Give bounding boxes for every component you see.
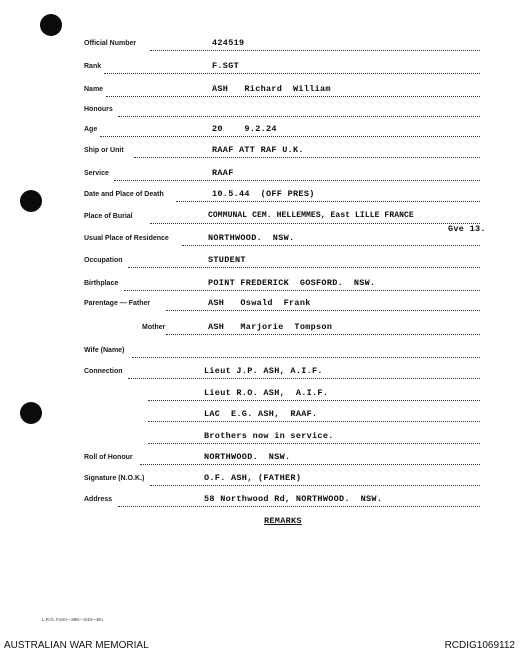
footer-record-id: RCDIG1069112 (444, 640, 515, 651)
signature-value: O.F. ASH, (FATHER) (204, 473, 302, 483)
roll-of-honour-row (0, 452, 521, 472)
ship-or-unit-row (0, 145, 521, 165)
occupation-value: STUDENT (208, 255, 246, 265)
ship-or-unit-value: RAAF ATT RAF U.K. (212, 145, 304, 155)
official-number-value: 424519 (212, 38, 245, 48)
dotted-line (118, 506, 480, 507)
honours-row (0, 104, 521, 124)
ship-or-unit-label: Ship or Unit (84, 147, 124, 154)
date-place-death-value: 10.5.44 (OFF PRES) (212, 189, 315, 199)
honours-label: Honours (84, 106, 113, 113)
dotted-line (148, 421, 480, 422)
dotted-line (148, 400, 480, 401)
name-row (0, 84, 521, 104)
connection-label: Connection (84, 368, 123, 375)
service-row (0, 168, 521, 188)
remarks-heading: REMARKS (264, 516, 302, 526)
mother-row (0, 322, 521, 342)
dotted-line (132, 357, 480, 358)
age-label: Age (84, 126, 98, 133)
place-of-burial-value: COMMUNAL CEM. HELLEMMES, East LILLE FRANCE (208, 211, 414, 220)
mother-label: Mother (142, 324, 166, 331)
date-place-death-label: Date and Place of Death (84, 191, 164, 198)
dotted-line (150, 223, 480, 224)
punch-hole-top (40, 14, 62, 36)
place-of-burial-grave: Gve 13. (448, 224, 486, 234)
place-of-burial-label: Place of Burial (84, 213, 133, 220)
name-label: Name (84, 86, 104, 93)
usual-residence-value: NORTHWOOD. NSW. (208, 233, 295, 243)
rank-label: Rank (84, 63, 102, 70)
official-number-label: Official Number (84, 40, 137, 47)
connection-line-1: Lieut J.P. ASH, A.I.F. (204, 366, 323, 376)
dotted-line (104, 73, 480, 74)
father-row (0, 298, 521, 318)
connection-row-3 (0, 409, 521, 429)
date-place-death-row (0, 189, 521, 209)
dotted-line (134, 157, 480, 158)
dotted-line (176, 201, 480, 202)
age-row (0, 124, 521, 144)
occupation-label: Occupation (84, 257, 123, 264)
connection-line-3: LAC E.G. ASH, RAAF. (204, 409, 318, 419)
form-number: L.R.G. Form—355—4/43—8m. (42, 617, 105, 622)
dotted-line (106, 96, 480, 97)
dotted-line (150, 50, 480, 51)
roll-of-honour-label: Roll of Honour (84, 454, 133, 461)
name-value: ASH Richard William (212, 84, 331, 94)
occupation-row (0, 255, 521, 275)
official-number-row (0, 38, 521, 58)
dotted-line (114, 180, 480, 181)
wife-label: Wife (Name) (84, 347, 125, 354)
address-value: 58 Northwood Rd, NORTHWOOD. NSW. (204, 494, 383, 504)
service-label: Service (84, 170, 109, 177)
archive-footer (0, 637, 521, 654)
mother-value: ASH Marjorie Tompson (208, 322, 333, 332)
address-row (0, 494, 521, 514)
dotted-line (182, 245, 480, 246)
rank-value: F.SGT (212, 61, 240, 71)
signature-row (0, 473, 521, 493)
wife-row (0, 345, 521, 365)
dotted-line (124, 290, 480, 291)
signature-label: Signature (N.O.K.) (84, 475, 145, 482)
address-label: Address (84, 496, 113, 503)
dotted-line (148, 443, 480, 444)
birthplace-value: POINT FREDERICK GOSFORD. NSW. (208, 278, 376, 288)
dotted-line (166, 334, 480, 335)
dotted-line (166, 310, 480, 311)
rank-row (0, 61, 521, 81)
footer-institution: AUSTRALIAN WAR MEMORIAL (4, 640, 149, 651)
father-label: Parentage — Father (84, 300, 151, 307)
usual-residence-row (0, 233, 521, 253)
roll-of-honour-value: NORTHWOOD. NSW. (204, 452, 291, 462)
connection-row (0, 366, 521, 386)
age-value: 20 9.2.24 (212, 124, 277, 134)
birthplace-label: Birthplace (84, 280, 119, 287)
connection-line-4: Brothers now in service. (204, 431, 334, 441)
dotted-line (100, 136, 480, 137)
dotted-line (150, 485, 480, 486)
service-value: RAAF (212, 168, 234, 178)
father-value: ASH Oswald Frank (208, 298, 311, 308)
connection-row-2 (0, 388, 521, 408)
dotted-line (128, 267, 480, 268)
connection-line-2: Lieut R.O. ASH, A.I.F. (204, 388, 329, 398)
birthplace-row (0, 278, 521, 298)
dotted-line (118, 116, 480, 117)
dotted-line (128, 378, 480, 379)
usual-residence-label: Usual Place of Residence (84, 235, 169, 242)
dotted-line (140, 464, 480, 465)
place-of-burial-row (0, 211, 521, 231)
connection-row-4 (0, 431, 521, 451)
